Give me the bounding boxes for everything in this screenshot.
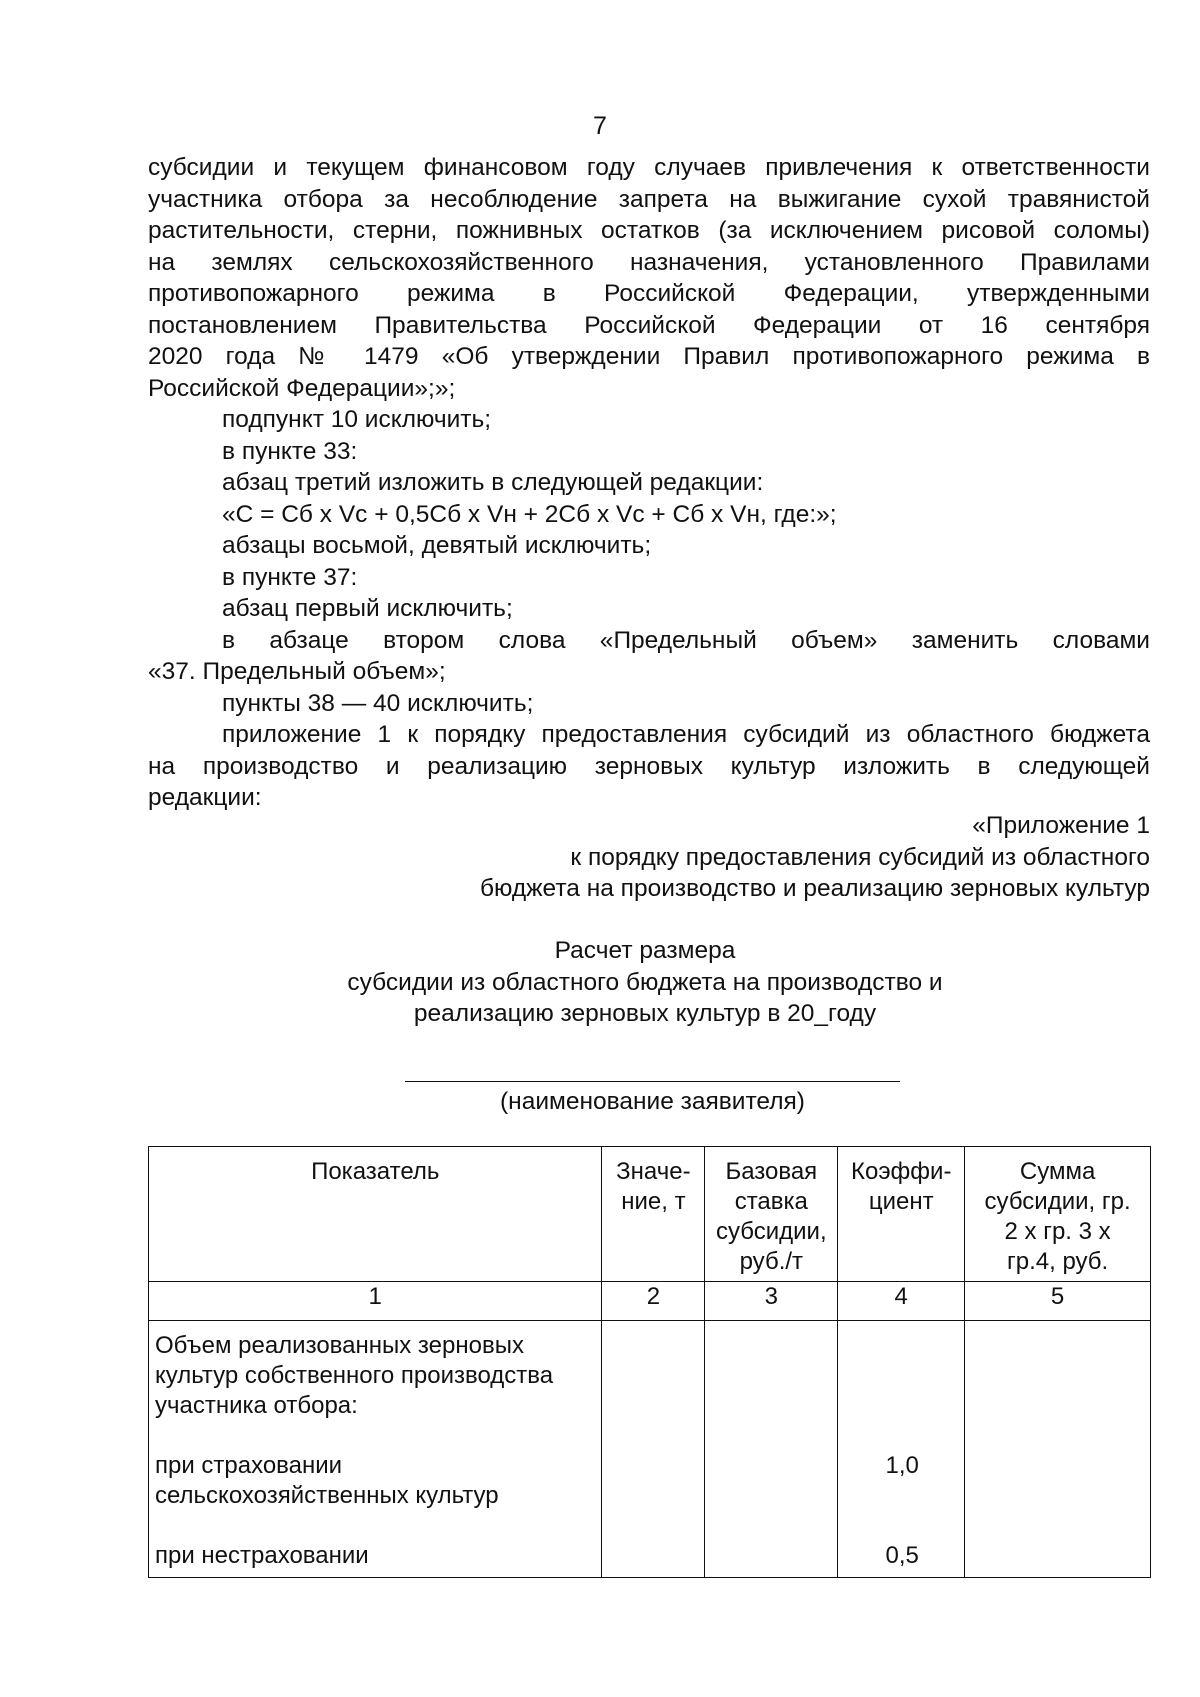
page-number: 7 — [593, 112, 607, 140]
applicant-blank-line — [405, 1081, 900, 1082]
amendment-line: редакции: — [148, 784, 262, 811]
amendment-line: пункты 38 — 40 исключить; — [222, 689, 534, 717]
amendment-line: абзацы восьмой, девятый исключить; — [222, 532, 652, 559]
body-text — [148, 152, 1150, 814]
header-value: Значе- ние, т — [602, 1147, 705, 1282]
column-number: 2 — [602, 1282, 705, 1321]
calculation-title — [0, 935, 1200, 1030]
text-line: растительности, стерни, пожнивных остатков (за исключением рисовой соломы) — [148, 217, 1150, 244]
title-line: реализацию зерновых культур в 20_году — [413, 1000, 877, 1027]
amendment-line: абзац первый исключить; — [222, 595, 513, 622]
text-line: противопожарного режима в Российской Федерации, утвержденными — [148, 280, 1150, 307]
text-line: субсидии и текущем финансовом году случаев привлечения к ответственности — [148, 154, 1150, 181]
appendix-line: «Приложение 1 — [972, 812, 1150, 839]
header-base-rate: Базовая ставка субсидии, руб./т — [705, 1147, 838, 1282]
coefficient-insured: 1,0 — [885, 1452, 919, 1479]
appendix-header — [480, 810, 1150, 905]
header-coefficient: Коэффи- циент — [838, 1147, 965, 1282]
applicant-caption: (наименование заявителя) — [500, 1088, 805, 1115]
coefficient-cell — [838, 1321, 965, 1578]
title-line: Расчет размера — [554, 937, 736, 964]
amendment-line: в пункте 37: — [222, 563, 358, 591]
column-number: 4 — [838, 1282, 965, 1321]
table-row — [149, 1321, 1151, 1578]
base-rate-cell — [705, 1321, 838, 1578]
header-subsidy-sum: Сумма субсидии, гр. 2 х гр. 3 х гр.4, руб. — [965, 1147, 1151, 1282]
column-number-row — [149, 1282, 1151, 1321]
amendment-line: в пункте 33: — [222, 437, 358, 465]
column-number: 3 — [705, 1282, 838, 1321]
amendment-line: абзац третий изложить в следующей редакции: — [222, 469, 764, 496]
header-indicator: Показатель — [149, 1147, 602, 1282]
amendment-line: «37. Предельный объем»; — [148, 658, 446, 685]
text-line: на землях сельскохозяйственного назначения, установленного Правилами — [148, 248, 1150, 276]
appendix-line: к порядку предоставления субсидий из областного — [570, 843, 1150, 871]
header-row — [149, 1147, 1151, 1282]
text-line: постановлением Правительства Российской Федерации от 16 сентября — [148, 311, 1150, 339]
amendment-line: в абзаце втором слова «Предельный объем» заменить словами — [222, 626, 1150, 654]
amendment-line: приложение 1 к порядку предоставления субсидий из областного бюджета — [222, 721, 1150, 748]
amendment-line: подпункт 10 исключить; — [222, 406, 492, 433]
value-cell — [602, 1321, 705, 1578]
formula-line: «С = Сб х Vс + 0,5Сб х Vн + 2Сб х Vс + Сб х Vн, где:»; — [222, 500, 837, 528]
title-line: субсидии из областного бюджета на производство и — [347, 968, 943, 996]
column-number: 5 — [965, 1282, 1151, 1321]
text-line: участника отбора за несоблюдение запрета на выжигание сухой травянистой — [148, 185, 1150, 213]
paragraph-fire-ban — [148, 152, 1150, 404]
subsidy-calculation-table — [148, 1146, 1151, 1578]
appendix-line: бюджета на производство и реализацию зерновых культур — [479, 875, 1150, 902]
text-line: Российской Федерации»;»; — [148, 374, 456, 402]
subsidy-sum-cell — [965, 1321, 1151, 1578]
text-line: 2020 года № 1479 «Об утверждении Правил противопожарного режима в — [148, 343, 1150, 370]
amendment-line: на производство и реализацию зерновых культур изложить в следующей — [148, 752, 1150, 780]
column-number: 1 — [149, 1282, 602, 1321]
indicator-cell: Объем реализованных зерновых культур собственного производства участника отбора: при страховании сельскохозяйственных культур при нестраховании — [149, 1321, 602, 1578]
coefficient-uninsured: 0,5 — [885, 1542, 919, 1569]
